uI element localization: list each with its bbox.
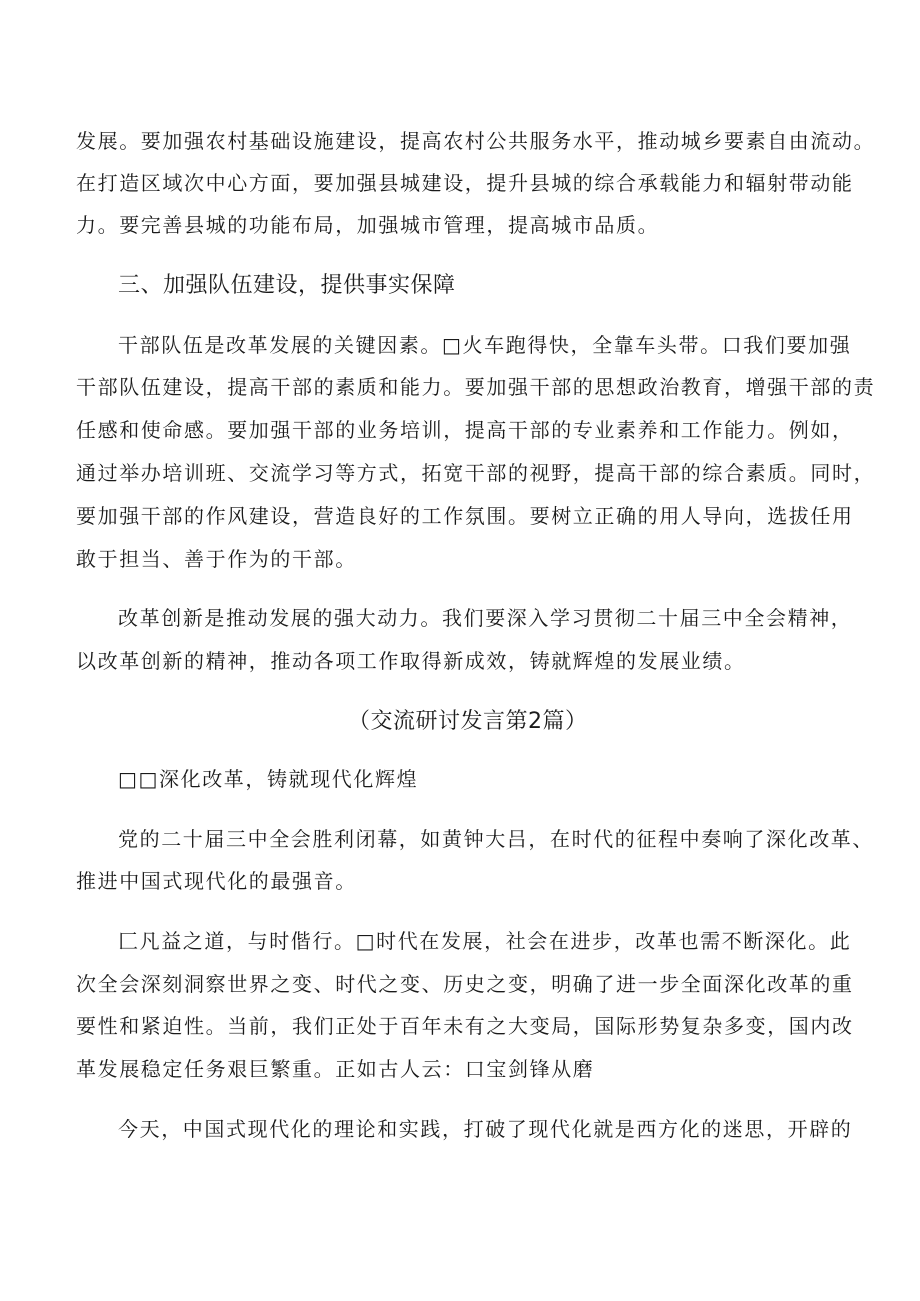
paragraph-line: 今天，中国式现代化的理论和实践，打破了现代化就是西方化的迷思，开辟的 xyxy=(118,1117,853,1141)
paragraph-line: 通过举办培训班、交流学习等方式，拓宽干部的视野，提高干部的综合素质。同时， xyxy=(76,461,876,485)
paragraph-line: 干部队伍建设，提高干部的素质和能力。要加强干部的思想政治教育，增强干部的责 xyxy=(76,375,876,399)
paragraph-line: 敢于担当、善于作为的干部。 xyxy=(76,547,357,571)
article-subtitle: □□深化改革，铸就现代化辉煌 xyxy=(118,767,419,791)
paragraph-line: 干部队伍是改革发展的关键因素。□火车跑得快，全靠车头带。口我们要加强 xyxy=(118,333,852,357)
paragraph-line: 发展。要加强农村基础设施建设，提高农村公共服务水平，推动城乡要素自由流动。 xyxy=(76,129,876,153)
article-title: （交流研讨发言第2篇） xyxy=(348,709,588,734)
paragraph-line: 在打造区域次中心方面，要加强县城建设，提升县城的综合承载能力和辐射带动能 xyxy=(76,171,854,195)
paragraph-line: 以改革创新的精神，推动各项工作取得新成效，铸就辉煌的发展业绩。 xyxy=(76,649,746,673)
paragraph-line: 任感和使命感。要加强干部的业务培训，提高干部的专业素养和工作能力。例如， xyxy=(76,418,854,442)
paragraph-line: 次全会深刻洞察世界之变、时代之变、历史之变，明确了进一步全面深化改革的重 xyxy=(76,972,854,996)
paragraph-line: 推进中国式现代化的最强音。 xyxy=(76,869,357,893)
paragraph-line: 要性和紧迫性。当前，我们正处于百年未有之大变局，国际形势复杂多变，国内改 xyxy=(76,1014,854,1038)
paragraph-line: 革发展稳定任务艰巨繁重。正如古人云：口宝剑锋从磨 xyxy=(76,1057,595,1081)
paragraph-line: 党的二十届三中全会胜利闭幕，如黄钟大吕，在时代的征程中奏响了深化改革、 xyxy=(118,827,874,851)
paragraph-line: 力。要完善县城的功能布局，加强城市管理，提高城市品质。 xyxy=(76,213,660,237)
paragraph-line: 匚凡益之道，与时偕行。□时代在发展，社会在进步，改革也需不断深化。此 xyxy=(118,929,852,953)
paragraph-line: 要加强干部的作风建设，营造良好的工作氛围。要树立正确的用人导向，选拔任用 xyxy=(76,504,854,528)
paragraph-line: 改革创新是推动发展的强大动力。我们要深入学习贯彻二十届三中全会精神， xyxy=(118,606,853,630)
section-heading: 三、加强队伍建设，提供事实保障 xyxy=(118,273,456,298)
